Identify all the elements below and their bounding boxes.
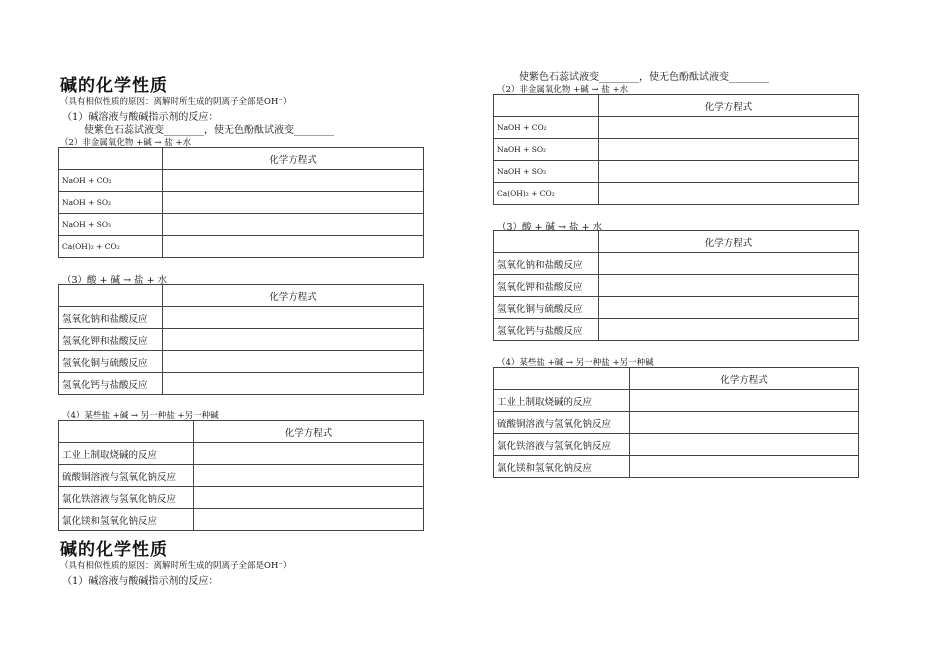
- answer-cell[interactable]: [194, 465, 424, 487]
- right-indicator-fill-in: 使紫色石蕊试液变________，使无色酚酞试液变________: [519, 72, 769, 83]
- bottom-indicator-heading: （1）碱溶液与酸碱指示剂的反应：: [62, 576, 219, 587]
- table-row-label: NaOH + SO₃: [59, 214, 163, 236]
- answer-cell[interactable]: [163, 236, 424, 258]
- table-row-label: 氢氧化钠和盐酸反应: [494, 253, 599, 275]
- right-section-4-table: [493, 367, 859, 478]
- table-header: 化学方程式: [163, 285, 424, 307]
- table-header: 化学方程式: [599, 231, 859, 253]
- answer-cell[interactable]: [163, 373, 424, 395]
- table-row-label: 氢氧化钾和盐酸反应: [494, 275, 599, 297]
- indicator-fill-in: 使紫色石蕊试液变________，使无色酚酞试液变________: [84, 125, 334, 136]
- table-row-label: Ca(OH)₂ + CO₂: [494, 183, 599, 205]
- answer-cell[interactable]: [163, 307, 424, 329]
- answer-cell[interactable]: [599, 253, 859, 275]
- table-row-label: 硫酸铜溶液与氢氧化钠反应: [494, 412, 630, 434]
- answer-cell[interactable]: [630, 456, 859, 478]
- table-header: 化学方程式: [163, 148, 424, 170]
- answer-cell[interactable]: [599, 275, 859, 297]
- answer-cell[interactable]: [163, 329, 424, 351]
- table-row-label: Ca(OH)₂ + CO₂: [59, 236, 163, 258]
- section-4-table: [58, 420, 424, 531]
- answer-cell[interactable]: [163, 192, 424, 214]
- answer-cell[interactable]: [194, 509, 424, 531]
- table-row-label: NaOH + CO₂: [494, 117, 599, 139]
- table-row-label: NaOH + SO₃: [494, 161, 599, 183]
- table-row-label: 氢氧化钙与盐酸反应: [494, 319, 599, 341]
- table-row-label: 硫酸铜溶液与氢氧化钠反应: [59, 465, 194, 487]
- section-3-table: [58, 284, 424, 395]
- table-row-label: 氢氧化钙与盐酸反应: [59, 373, 163, 395]
- table-row-label: NaOH + SO₂: [494, 139, 599, 161]
- table-header: 化学方程式: [194, 421, 424, 443]
- table-header: 化学方程式: [599, 95, 859, 117]
- table-row-label: 氢氧化钾和盐酸反应: [59, 329, 163, 351]
- answer-cell[interactable]: [194, 443, 424, 465]
- table-row-label: 氢氧化铜与硫酸反应: [59, 351, 163, 373]
- answer-cell[interactable]: [163, 214, 424, 236]
- table-row-label: 氯化铁溶液与氢氧化钠反应: [59, 487, 194, 509]
- reason-note: （具有相似性质的原因：离解时所生成的阴离子全部是OH⁻）: [60, 97, 292, 107]
- right-section-3-heading: （3）酸 + 碱 → 盐 + 水: [497, 222, 603, 233]
- table-row-label: 氯化镁和氢氧化钠反应: [59, 509, 194, 531]
- answer-cell[interactable]: [194, 487, 424, 509]
- page-title: 碱的化学性质: [60, 76, 168, 96]
- answer-cell[interactable]: [630, 434, 859, 456]
- answer-cell[interactable]: [599, 319, 859, 341]
- right-section-3-table: [493, 230, 859, 341]
- answer-cell[interactable]: [599, 117, 859, 139]
- answer-cell[interactable]: [630, 412, 859, 434]
- bottom-reason-note: （具有相似性质的原因：离解时所生成的阴离子全部是OH⁻）: [60, 561, 292, 571]
- right-section-2-table: [493, 94, 859, 205]
- right-section-2-heading: （2）非金属氧化物 +碱 → 盐 +水: [497, 85, 629, 95]
- table-row-label: 氯化铁溶液与氢氧化钠反应: [494, 434, 630, 456]
- answer-cell[interactable]: [599, 161, 859, 183]
- section-4-heading: （4）某些盐 +碱 → 另一种盐 +另一种碱: [62, 411, 219, 421]
- table-row-label: 工业上制取烧碱的反应: [59, 443, 194, 465]
- table-row-label: 氢氧化钠和盐酸反应: [59, 307, 163, 329]
- table-row-label: NaOH + SO₂: [59, 192, 163, 214]
- answer-cell[interactable]: [163, 170, 424, 192]
- answer-cell[interactable]: [599, 297, 859, 319]
- table-row-label: NaOH + CO₂: [59, 170, 163, 192]
- bottom-title: 碱的化学性质: [60, 540, 168, 560]
- section-2-heading: （2）非金属氧化物 +碱 → 盐 +水: [60, 138, 192, 148]
- table-header: 化学方程式: [630, 368, 859, 390]
- section-2-table: [58, 147, 424, 258]
- table-row-label: 氯化镁和氢氧化钠反应: [494, 456, 630, 478]
- answer-cell[interactable]: [599, 139, 859, 161]
- table-row-label: 氢氧化铜与硫酸反应: [494, 297, 599, 319]
- answer-cell[interactable]: [630, 390, 859, 412]
- indicator-heading: （1）碱溶液与酸碱指示剂的反应：: [62, 112, 219, 123]
- section-3-heading: （3）酸 + 碱 → 盐 + 水: [62, 275, 168, 286]
- answer-cell[interactable]: [599, 183, 859, 205]
- answer-cell[interactable]: [163, 351, 424, 373]
- table-row-label: 工业上制取烧碱的反应: [494, 390, 630, 412]
- right-section-4-heading: （4）某些盐 +碱 → 另一种盐 +另一种碱: [497, 358, 654, 368]
